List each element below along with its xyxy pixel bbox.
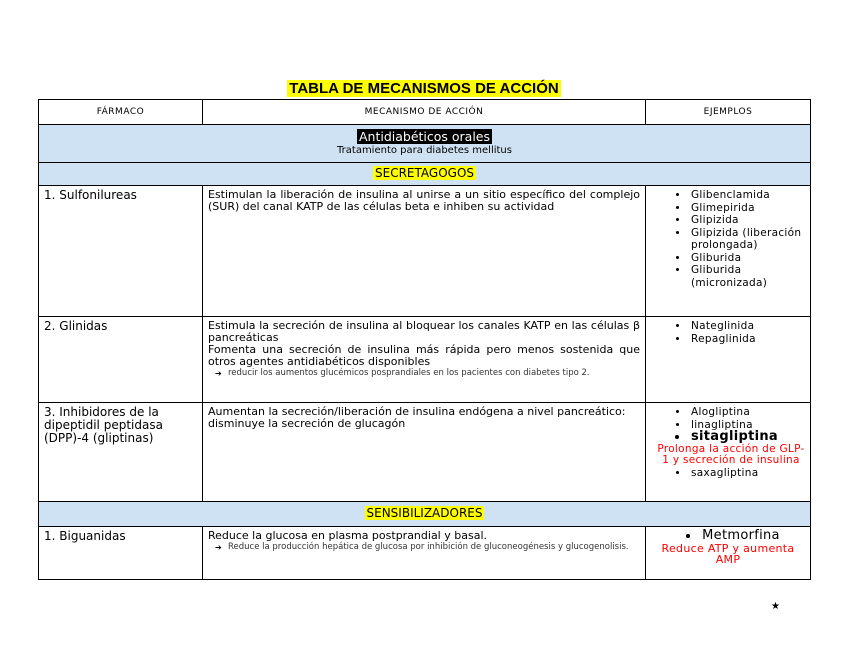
header-row [39,100,811,125]
list-item: • Metmorfina [700,530,780,543]
list-item: • Gliburida [689,252,805,265]
examples-biguanidas [646,527,811,580]
list-item: • Alogliptina [689,406,805,419]
examples-list [651,320,805,345]
sub-note-list [208,543,640,553]
page-title-text: TABLA DE MECANISMOS DE ACCIÓN [289,80,559,97]
table-row-biguanidas [39,527,811,580]
header-ejemplos: EJEMPLOS [646,100,811,125]
mechanism-dpp4 [203,403,646,502]
mechanism-biguanidas [203,527,646,580]
examples-list [651,189,805,289]
examples-dpp4 [646,403,811,502]
section-cell-secretagogos [39,163,811,186]
biguanidas-note: Reduce ATP y aumenta AMP [661,541,795,566]
mechanism-glinidas [203,317,646,403]
examples-list [676,530,780,543]
table-row-dpp4 [39,403,811,502]
drug-sulfonilureas: 1. Sulfonilureas [39,186,203,317]
page-title [0,78,848,97]
list-item: • Gliburida (micronizada) [689,264,805,289]
table-row-glinidas [39,317,811,403]
header-mecanismo: MECANISMO DE ACCIÓN [203,100,646,125]
list-item: • linagliptina [689,419,805,432]
category-row [39,125,811,163]
category-subtitle: Tratamiento para diabetes mellitus [337,144,512,156]
sub-note-list [208,369,640,379]
drug-biguanidas: 1. Biguanidas [39,527,203,580]
section-row-sensibilizadores [39,502,811,527]
list-item: • Glipizida (liberación prolongada) [689,227,805,252]
drug-dpp4: 3. Inhibidores de la dipeptidil peptidasa (DPP)-4 (gliptinas) [39,403,203,502]
mechanism-text: Estimula la secreción de insulina al bloquear los canales KATP en las células β pancreáticas [208,319,640,344]
star-icon: ★ [771,601,780,612]
section-label-secretagogos: SECRETAGOGOS [375,166,474,181]
sub-note: ➔ Reduce la producción hepática de glucosa por inhibición de gluconeogénesis y glucogenolisis. [228,543,640,553]
mechanism-text: Aumentan la secreción/liberación de insulina endógena a nivel pancreático: [208,405,626,418]
examples-sulfonilureas [646,186,811,317]
mechanism-text: Estimulan la liberación de insulina al unirse a un sitio específico del complejo (SUR) del canal KATP de las células beta e inhiben su actividad [208,188,640,213]
drug-glinidas: 2. Glinidas [39,317,203,403]
list-item: • Glibenclamida [689,189,805,202]
mechanism-table [38,99,811,580]
list-item-text: sitagliptina [691,429,779,444]
examples-glinidas [646,317,811,403]
dpp4-note: Prolonga la acción de GLP-1 y secreción de insulina [657,442,805,466]
section-cell-sensibilizadores [39,502,811,527]
mechanism-text: Reduce la glucosa en plasma postprandial y basal. [208,529,487,542]
examples-list [651,406,805,479]
list-item [657,429,805,467]
mechanism-sulfonilureas [203,186,646,317]
table-row-sulfonilureas [39,186,811,317]
mechanism-text: disminuye la secreción de glucagón [208,417,406,430]
list-item: • Repaglinida [689,333,805,346]
category-title: Antidiabéticos orales [358,129,491,145]
list-item: • Glimepirida [689,202,805,215]
list-item: • Nateglinida [689,320,805,333]
list-item: • Glipizida [689,214,805,227]
header-farmaco: FÁRMACO [39,100,203,125]
section-label-sensibilizadores: SENSIBILIZADORES [366,506,483,521]
sub-note: ➔ reducir los aumentos glucémicos posprandiales en los pacientes con diabetes tipo 2. [228,369,640,379]
list-item: • saxagliptina [689,467,805,480]
section-row-secretagogos [39,163,811,186]
mechanism-text: Fomenta una secreción de insulina más rápida pero menos sostenida que otros agentes antidiabéticos disponibles [208,343,640,368]
category-cell [39,125,811,163]
